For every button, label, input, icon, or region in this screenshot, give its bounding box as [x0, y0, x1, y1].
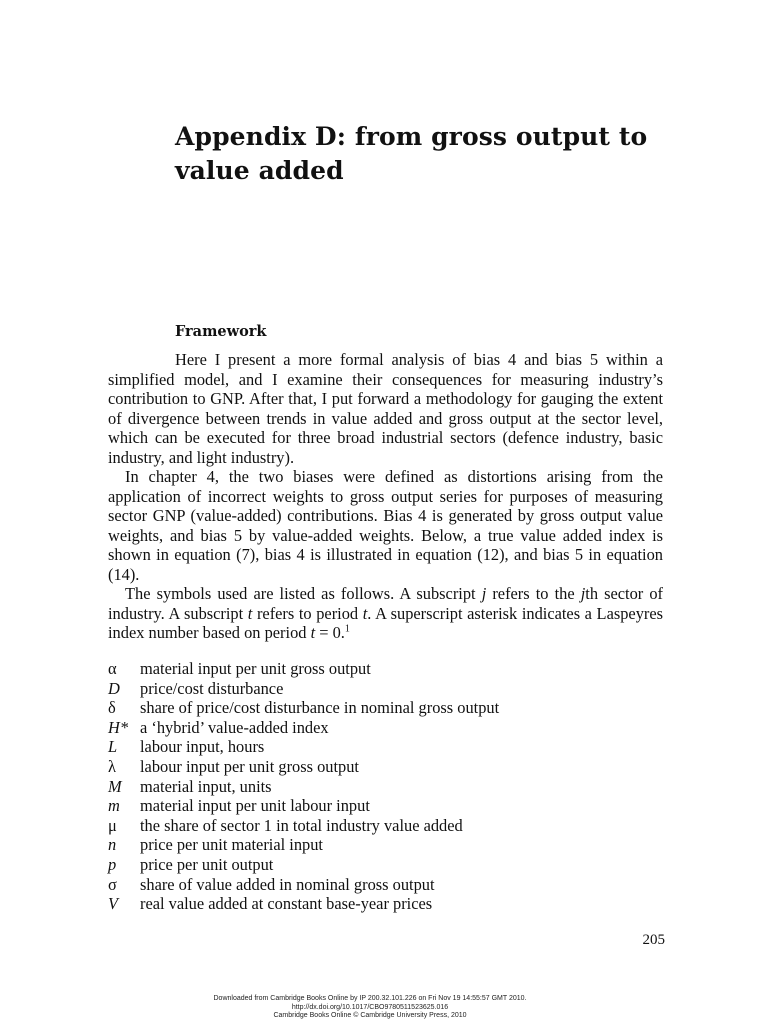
symbol-definition: price/cost disturbance	[140, 678, 284, 698]
symbol: V	[108, 894, 119, 914]
symbol: λ	[108, 756, 116, 776]
symbol: δ	[108, 698, 116, 718]
p3-var-j2: j	[580, 584, 586, 603]
symbol-definition: share of value added in nominal gross output	[140, 874, 435, 894]
symbol: σ	[108, 874, 117, 894]
page-number: 205	[642, 932, 665, 948]
symbol-definition: labour input, hours	[140, 737, 265, 757]
paragraph-3	[108, 584, 663, 643]
symbol: μ	[108, 815, 117, 835]
footer-line-3: Cambridge Books Online © Cambridge University Press, 2010	[273, 1012, 467, 1019]
symbol-list	[108, 659, 668, 914]
p3-text-5: . A superscript asterisk indicates a Laspeyres index number based on period	[108, 603, 664, 642]
section-heading: Framework	[175, 323, 267, 340]
p3-text-1: The symbols used are listed as follows. A subscript	[125, 584, 482, 603]
symbol-definition: material input per unit labour input	[140, 796, 370, 816]
symbol-row	[108, 855, 668, 875]
symbol-row	[108, 718, 668, 738]
symbol-definition: real value added at constant base-year prices	[140, 894, 433, 914]
symbol-row	[108, 679, 668, 699]
p3-text-3: th sector of industry. A subscript	[108, 584, 664, 623]
symbol-row	[108, 737, 668, 757]
symbol: α	[108, 659, 117, 678]
symbol-row	[108, 835, 668, 855]
p3-var-t: t	[247, 603, 253, 623]
symbol-row	[108, 698, 668, 718]
p3-var-t2: t	[362, 603, 368, 623]
p3-var-j: j	[481, 584, 487, 603]
symbol-definition: price per unit material input	[140, 835, 323, 855]
p3-text-4: refers to period	[252, 603, 363, 623]
footnote-marker[interactable]: 1	[344, 623, 350, 635]
p3-text-6: = 0.	[315, 623, 345, 642]
paragraph-2: In chapter 4, the two biases were defined as distortions arising from the application of incorrect weights to gross output series for purposes of measuring sector GNP (value-added) contributions. Bias 4 is generated by gross output value weights, and bias 5 by value-added weights. Below, a true value added index is shown in equation (7), bias 4 is illustrated in equation (12), and bias 5 in equation (14).	[108, 467, 663, 584]
symbol-row	[108, 777, 668, 797]
symbol-definition: material input, units	[140, 776, 272, 796]
paragraph-1: Here I present a more formal analysis of bias 4 and bias 5 within a simplified model, and I examine their consequences for measuring industry’s contribution to GNP. After that, I put forward a methodology for gauging the extent of divergence between trends in value added and gross output at the sector level, which can be executed for three broad industrial sectors (defence industry, basic industry, and light industry).	[108, 350, 663, 467]
title-line-1: Appendix D: from gross output to	[175, 122, 648, 151]
appendix-title	[175, 120, 695, 188]
symbol: M	[108, 776, 122, 796]
symbol-definition: a ‘hybrid’ value-added index	[140, 717, 329, 737]
footer-line-1: Downloaded from Cambridge Books Online by IP 200.32.101.226 on Fri Nov 19 14:55:57 GMT 2010.	[213, 995, 527, 1002]
p3-text-2: refers to the	[486, 584, 581, 603]
symbol-row	[108, 757, 668, 777]
symbol-row	[108, 796, 668, 816]
symbol-row	[108, 816, 668, 836]
symbol: m	[108, 796, 120, 816]
symbol-row	[108, 875, 668, 895]
symbol: n	[108, 835, 117, 855]
symbol-row	[108, 894, 668, 914]
symbol-definition: labour input per unit gross output	[140, 756, 359, 776]
download-footer	[130, 995, 610, 1021]
symbol-definition: share of price/cost disturbance in nominal gross output	[140, 698, 500, 718]
symbol: L	[108, 737, 118, 757]
symbol-row	[108, 659, 668, 679]
p3-var-t3: t	[310, 623, 316, 642]
footer-doi-link[interactable]: http://dx.doi.org/10.1017/CBO9780511523625.016	[291, 1003, 449, 1011]
title-line-2: value added	[175, 156, 344, 185]
symbol-definition: material input per unit gross output	[140, 659, 371, 678]
symbol-definition: price per unit output	[140, 854, 274, 874]
symbol: p	[108, 854, 117, 874]
symbol: H*	[108, 717, 129, 737]
symbol: D	[108, 678, 120, 698]
body-text	[108, 350, 663, 643]
symbol-definition: the share of sector 1 in total industry value added	[140, 815, 463, 835]
